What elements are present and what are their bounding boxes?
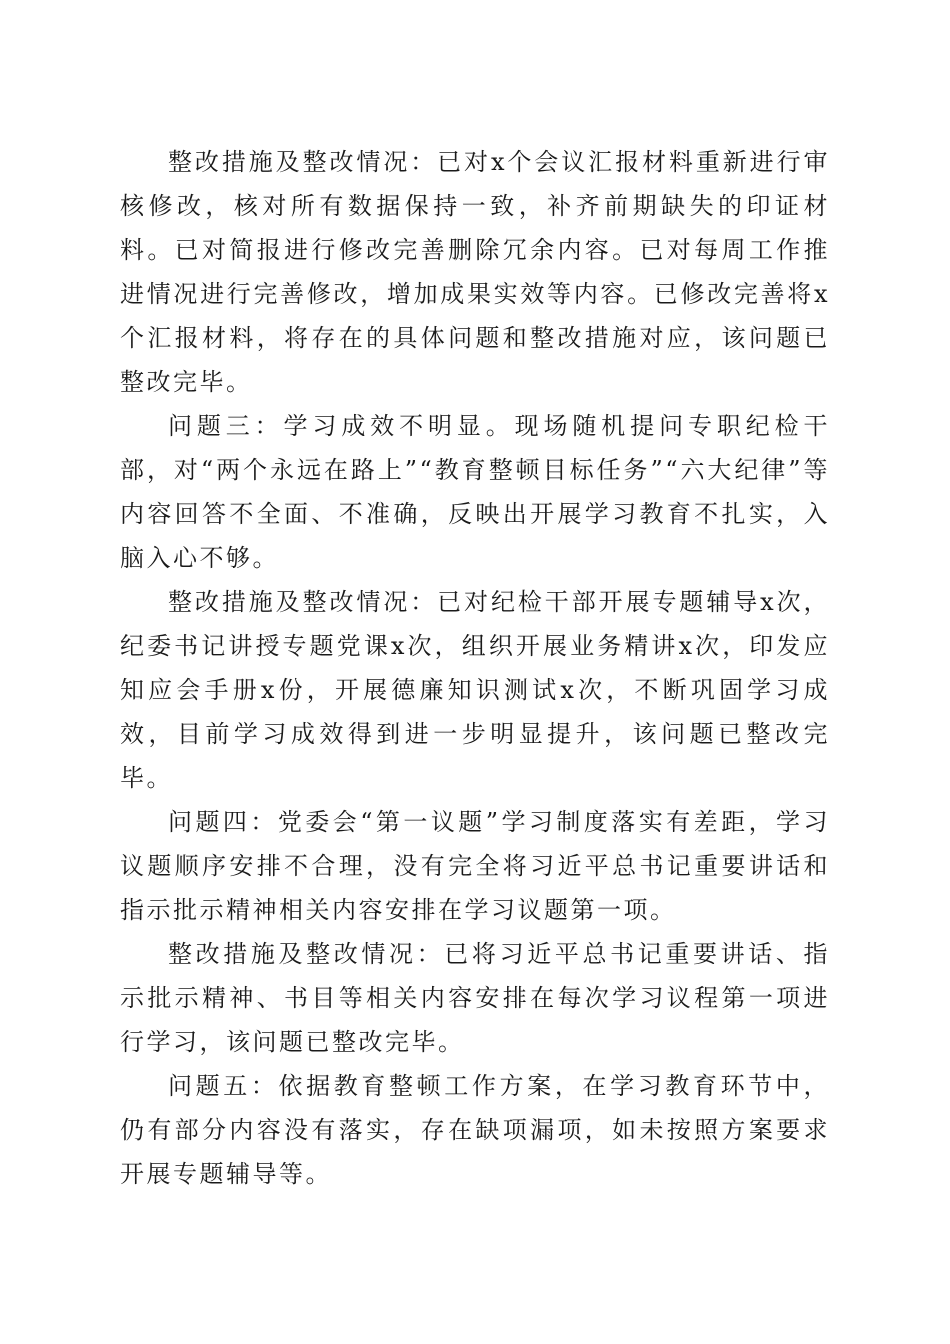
paragraph-issue-four: 问题四：党委会“第一议题”学习制度落实有差距，学习议题顺序安排不合理，没有完全将习近平总书记重要讲话和指示批示精神相关内容安排在学习议题第一项。 xyxy=(120,808,830,924)
paragraph-rectification-measures-1: 整改措施及整改情况：已对x个会议汇报材料重新进行审核修改，核对所有数据保持一致，补齐前期缺失的印证材料。已对简报进行修改完善删除冗余内容。已对每周工作推进情况进行完善修改，增加成果实效等内容。已修改完善将x个汇报材料，将存在的具体问题和整改措施对应，该问题已整改完毕。 xyxy=(120,148,830,396)
document-body xyxy=(120,140,830,1196)
paragraph-issue-five: 问题五：依据教育整顿工作方案，在学习教育环节中，仍有部分内容没有落实，存在缺项漏项，如未按照方案要求开展专题辅导等。 xyxy=(120,1072,830,1188)
paragraph-issue-three: 问题三：学习成效不明显。现场随机提问专职纪检干部，对“两个永远在路上”“教育整顿目标任务”“六大纪律”等内容回答不全面、不准确，反映出开展学习教育不扎实，入脑入心不够。 xyxy=(120,412,830,572)
paragraph-rectification-measures-3: 整改措施及整改情况：已将习近平总书记重要讲话、指示批示精神、书目等相关内容安排在每次学习议程第一项进行学习，该问题已整改完毕。 xyxy=(120,940,830,1056)
paragraph-rectification-measures-2: 整改措施及整改情况：已对纪检干部开展专题辅导x次，纪委书记讲授专题党课x次，组织开展业务精讲x次，印发应知应会手册x份，开展德廉知识测试x次，不断巩固学习成效，目前学习成效得到进一步明显提升，该问题已整改完毕。 xyxy=(120,588,830,792)
